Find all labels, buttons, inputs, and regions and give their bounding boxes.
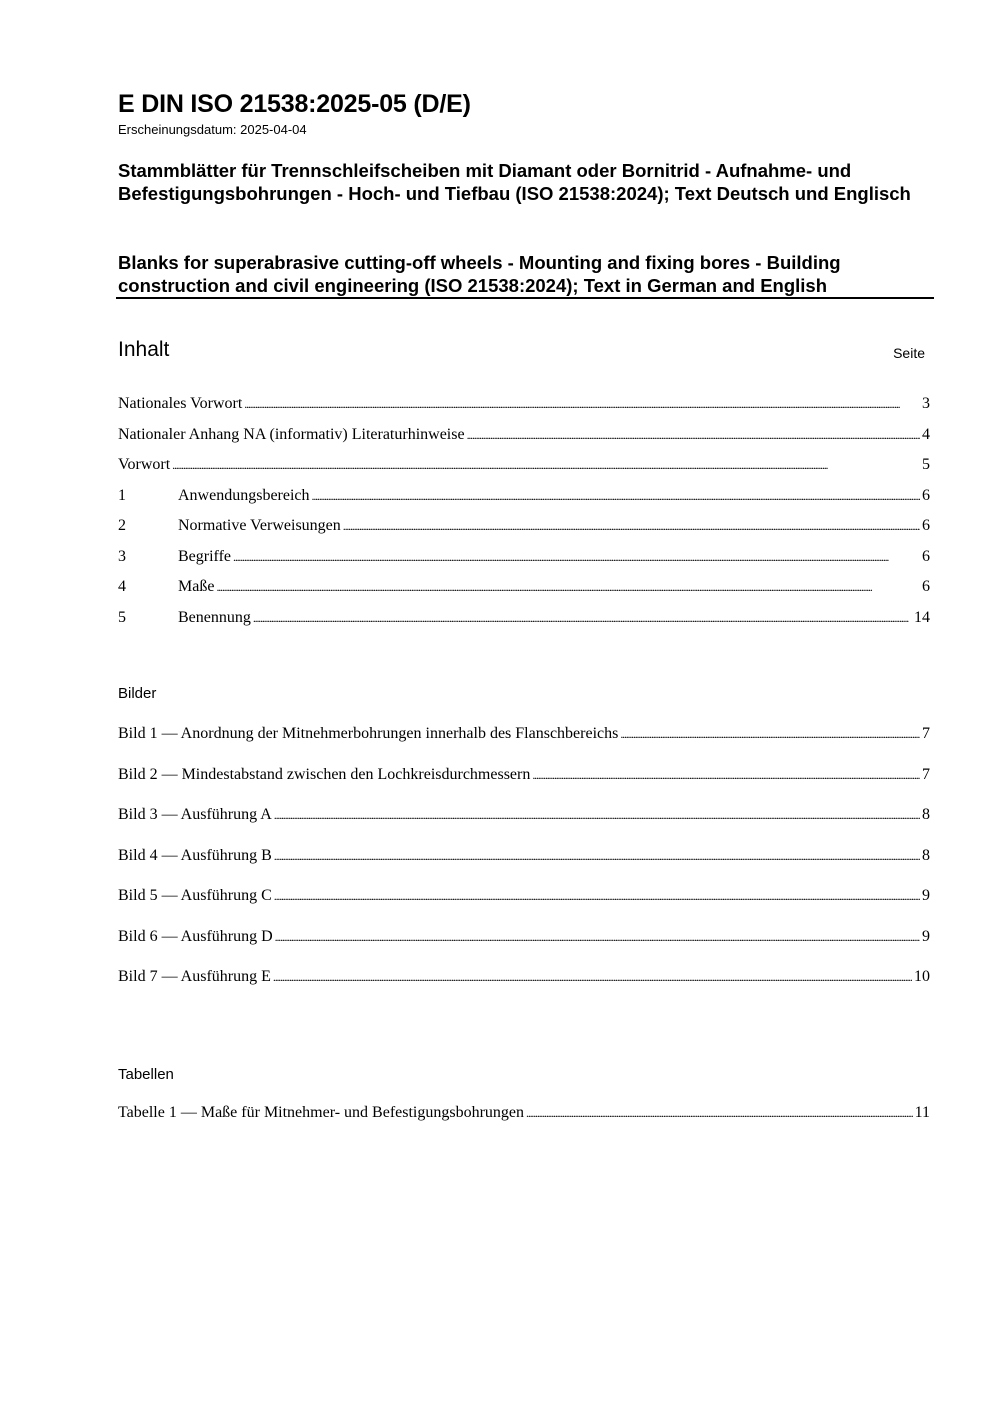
toc-entry-title: Benennung xyxy=(178,608,251,626)
toc-entry-title: Nationales Vorwort xyxy=(118,395,243,412)
dot-leader xyxy=(343,516,920,536)
figure-entry-page: 8 xyxy=(922,806,930,823)
toc-entry-number: 4 xyxy=(118,578,126,595)
table-entry-title: Tabelle 1 — Maße für Mitnehmer- und Befestigungsbohrungen xyxy=(118,1104,525,1121)
toc-entry[interactable] xyxy=(118,577,930,608)
toc-entry[interactable] xyxy=(118,486,930,517)
figure-entry[interactable] xyxy=(118,886,930,927)
figure-entry[interactable] xyxy=(118,765,930,806)
document-number: E DIN ISO 21538:2025-05 (D/E) xyxy=(118,90,471,118)
dot-leader xyxy=(253,608,912,628)
dot-leader xyxy=(275,927,920,947)
figure-entry-page: 9 xyxy=(922,887,930,904)
figure-entry-title: Bild 4 — Ausführung B xyxy=(118,846,272,864)
dot-leader xyxy=(274,846,920,866)
figure-entry-title: Bild 1 — Anordnung der Mitnehmerbohrungen innerhalb des Flanschbereichs xyxy=(118,725,619,742)
toc-entry-number: 3 xyxy=(118,547,126,565)
toc-entry-number: 5 xyxy=(118,608,126,626)
figure-entry[interactable] xyxy=(118,724,930,765)
figure-entry[interactable] xyxy=(118,927,930,968)
dot-leader xyxy=(244,394,920,414)
figure-entry-page: 9 xyxy=(922,927,930,945)
figure-entry-title: Bild 7 — Ausführung E xyxy=(118,968,271,985)
toc-entry-page: 6 xyxy=(922,547,930,565)
figure-entry[interactable] xyxy=(118,967,930,1008)
dot-leader xyxy=(274,805,920,825)
dot-leader xyxy=(467,425,920,445)
dot-leader xyxy=(172,455,920,475)
toc-entry-title: Anwendungsbereich xyxy=(178,486,310,504)
toc-page-column-label: Seite xyxy=(893,345,925,361)
figure-entry[interactable] xyxy=(118,805,930,846)
tables-list xyxy=(118,1103,930,1144)
dot-leader xyxy=(274,886,920,906)
dot-leader xyxy=(312,486,920,506)
figure-entry-title: Bild 2 — Mindestabstand zwischen den Lochkreisdurchmessern xyxy=(118,765,531,783)
dot-leader xyxy=(532,765,920,785)
figure-entry-page: 10 xyxy=(914,968,930,985)
toc-entry-page: 4 xyxy=(922,425,930,443)
dot-leader xyxy=(526,1103,913,1123)
toc-entry-title: Maße xyxy=(178,578,215,595)
toc-entry-title: Begriffe xyxy=(178,547,232,565)
figure-entry-page: 7 xyxy=(922,725,930,742)
toc-entry-page: 5 xyxy=(922,456,930,473)
toc-entry-page: 6 xyxy=(922,517,930,534)
title-english: Blanks for superabrasive cutting-off wheels - Mounting and fixing bores - Building construction and civil engineering (ISO 21538:2024); Text in German and English xyxy=(118,252,841,296)
title-german: Stammblätter für Trennschleifscheiben mit Diamant oder Bornitrid - Aufnahme- und Befestigungsbohrungen - Hoch- und Tiefbau (ISO 21538:2024); Text Deutsch und Englisch xyxy=(118,160,911,204)
figure-entry-page: 8 xyxy=(922,846,930,864)
table-entry-page: 11 xyxy=(914,1104,930,1121)
figure-entry-title: Bild 6 — Ausführung D xyxy=(118,927,273,945)
toc-entry[interactable] xyxy=(118,394,930,425)
toc-list xyxy=(118,394,930,638)
toc-entry-title: Normative Verweisungen xyxy=(178,517,341,534)
toc-entry-page: 6 xyxy=(922,486,930,504)
dot-leader xyxy=(620,724,920,744)
figure-entry-page: 7 xyxy=(922,765,930,783)
figures-section-label: Bilder xyxy=(118,685,157,702)
toc-entry[interactable] xyxy=(118,516,930,547)
dot-leader xyxy=(216,577,920,597)
toc-entry[interactable] xyxy=(118,455,930,486)
table-entry[interactable] xyxy=(118,1103,930,1144)
toc-entry-number: 1 xyxy=(118,486,126,504)
toc-entry-title: Vorwort xyxy=(118,456,171,473)
toc-entry-number: 2 xyxy=(118,517,126,534)
toc-entry-title: Nationaler Anhang NA (informativ) Literaturhinweise xyxy=(118,425,465,443)
dot-leader xyxy=(273,967,912,987)
toc-entry-page: 14 xyxy=(914,608,930,626)
toc-entry-page: 6 xyxy=(922,578,930,595)
toc-entry-page: 3 xyxy=(922,395,930,412)
toc-entry[interactable] xyxy=(118,608,930,639)
figure-entry[interactable] xyxy=(118,846,930,887)
toc-entry[interactable] xyxy=(118,547,930,578)
figures-list xyxy=(118,724,930,1008)
toc-entry[interactable] xyxy=(118,425,930,456)
toc-heading: Inhalt xyxy=(118,338,170,361)
publication-date: Erscheinungsdatum: 2025-04-04 xyxy=(118,122,307,137)
title-divider xyxy=(116,297,934,299)
figure-entry-title: Bild 3 — Ausführung A xyxy=(118,806,272,823)
tables-section-label: Tabellen xyxy=(118,1066,174,1083)
dot-leader xyxy=(233,547,920,567)
figure-entry-title: Bild 5 — Ausführung C xyxy=(118,887,272,904)
